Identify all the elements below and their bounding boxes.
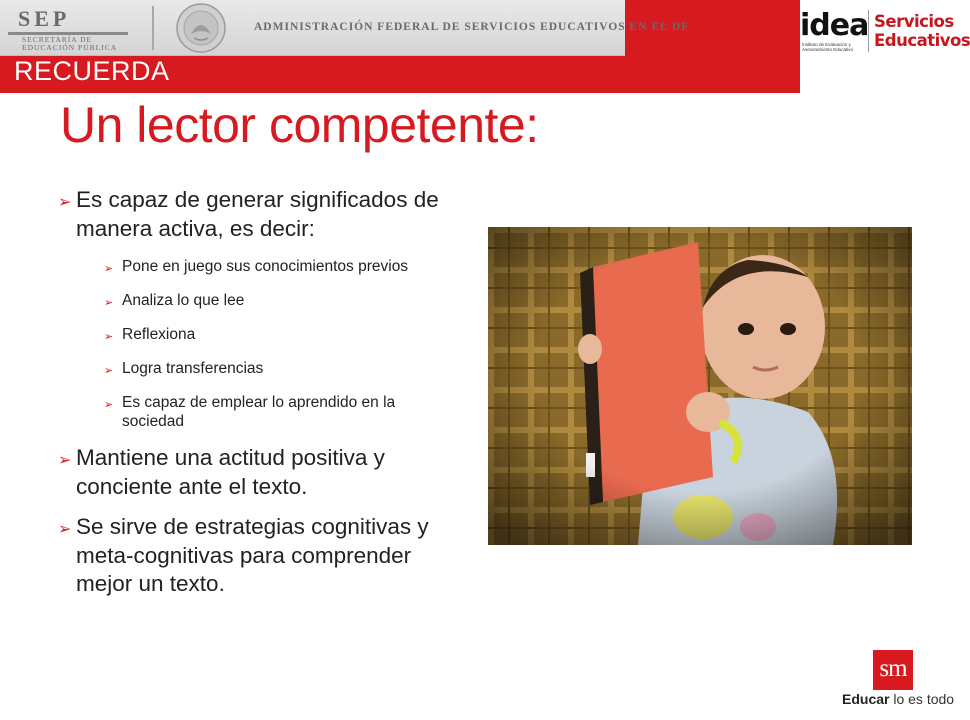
sm-tagline-bold: Educar — [842, 691, 890, 707]
bullet-item — [58, 513, 458, 599]
bullet-arrow-icon: ➢ — [58, 192, 72, 211]
bullet-arrow-icon: ➢ — [104, 296, 114, 309]
sub-bullet-text: Logra transferencias — [122, 360, 264, 377]
sub-bullet-item — [104, 291, 458, 310]
bullet-text: Mantiene una actitud positiva y conciente ante el texto. — [76, 445, 385, 499]
servicios-word: Servicios — [874, 12, 954, 31]
bullet-item — [58, 444, 458, 501]
sub-bullet-item — [104, 359, 458, 378]
sub-bullet-text: Pone en juego sus conocimientos previos — [122, 258, 409, 275]
bullet-arrow-icon: ➢ — [58, 519, 72, 538]
sep-subtitle-line-1: SECRETARÍA DE — [22, 35, 93, 44]
bullet-arrow-icon: ➢ — [104, 330, 114, 343]
bullet-item — [58, 186, 458, 431]
idea-logo-subtitle: Instituto de Evaluación y Asesoramiento Educativo — [802, 42, 854, 52]
sub-bullet-item — [104, 325, 458, 344]
bullet-arrow-icon: ➢ — [104, 364, 114, 377]
servicios-educativos-label — [874, 12, 970, 50]
sep-logo-subtitle — [22, 36, 117, 52]
section-label: RECUERDA — [14, 56, 170, 86]
slide-title: Un lector competente: — [60, 97, 539, 153]
sub-bullet-list — [76, 257, 458, 431]
sub-bullet-item — [104, 257, 458, 276]
sub-bullet-text: Es capaz de emplear lo aprendido en la sociedad — [122, 394, 396, 430]
sm-logo: sm — [873, 650, 913, 690]
bullet-text: Es capaz de generar significados de manera activa, es decir: — [76, 187, 439, 241]
header-divider — [152, 6, 154, 50]
bullet-text: Se sirve de estrategias cognitivas y meta-cognitivas para comprender mejor un texto. — [76, 514, 429, 596]
sub-bullet-text: Analiza lo que lee — [122, 292, 245, 309]
baby-with-book-photo — [488, 227, 912, 545]
sep-logo — [8, 6, 148, 52]
sm-tagline — [842, 691, 954, 707]
bullet-list — [58, 186, 458, 611]
sep-subtitle-line-2: EDUCACIÓN PÚBLICA — [22, 43, 118, 52]
sub-bullet-item — [104, 393, 458, 431]
bullet-arrow-icon: ➢ — [104, 398, 114, 411]
sm-tagline-rest: lo es todo — [889, 691, 955, 707]
idea-logo-divider — [868, 10, 869, 52]
bullet-arrow-icon: ➢ — [104, 262, 114, 275]
sub-bullet-text: Reflexiona — [122, 326, 196, 343]
agency-name: ADMINISTRACIÓN FEDERAL DE SERVICIOS EDUCATIVOS EN EL DF — [254, 21, 690, 33]
bullet-arrow-icon: ➢ — [58, 450, 72, 469]
idea-logo-word: idea — [800, 8, 869, 43]
educativos-word: Educativos — [874, 31, 970, 50]
header-grey-band — [0, 0, 690, 56]
sep-logo-title: SEP — [18, 6, 71, 31]
idea-logo — [800, 8, 970, 56]
national-seal-icon — [172, 2, 230, 54]
